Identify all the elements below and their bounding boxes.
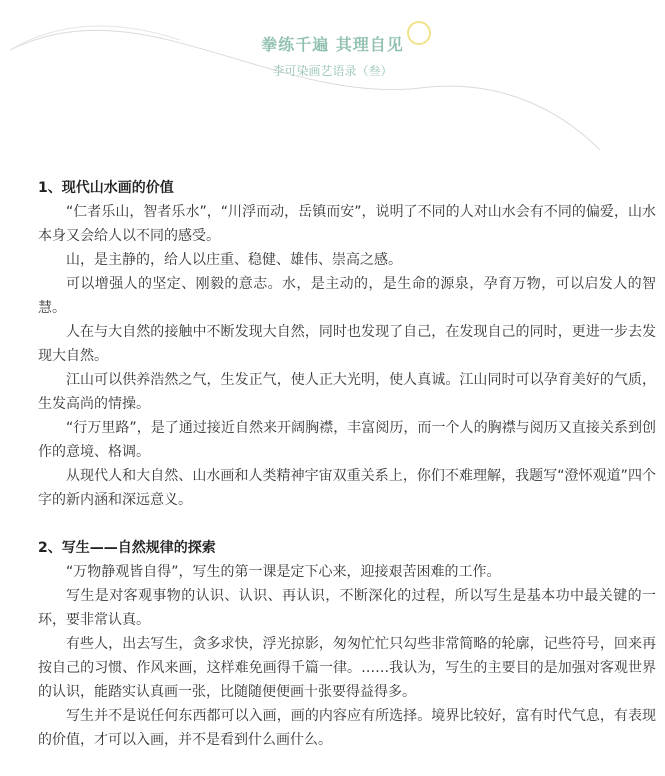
- paragraph: 从现代人和大自然、山水画和人类精神宇宙双重关系上，你们不难理解，我题写“澄怀观道”四个字的新内涵和深远意义。: [38, 468, 656, 508]
- paragraph: 江山可以供养浩然之气，生发正气，使人正大光明，使人真诚。江山同时可以孕育美好的气质，生发高尚的情操。: [38, 372, 656, 412]
- paragraph: 山，是主静的，给人以庄重、稳健、雄伟、崇高之感。: [66, 252, 402, 268]
- page-subtitle: 李可染画艺语录（叁）: [272, 64, 393, 78]
- section-heading: 2、写生——自然规律的探索: [38, 540, 216, 556]
- paragraph: 人在与大自然的接触中不断发现大自然，同时也发现了自己，在发现自己的同时，更进一步去发现大自然。: [38, 324, 656, 364]
- paragraph: 写生是对客观事物的认识、认识、再认识，不断深化的过程，所以写生是基本功中最关键的一环，要非常认真。: [38, 588, 656, 628]
- section-sketching: [38, 536, 656, 752]
- paragraph: “行万里路”，是了通过接近自然来开阔胸襟，丰富阅历，而一个人的胸襟与阅历又直接关系到创作的意境、格调。: [38, 420, 656, 460]
- section-modern-landscape: [38, 176, 656, 512]
- paragraph: 可以增强人的坚定、刚毅的意志。水，是主动的，是生命的源泉，孕育万物，可以启发人的智慧。: [38, 276, 656, 316]
- header-banner: [0, 0, 665, 150]
- paragraph: “万物静观皆自得”，写生的第一课是定下心来，迎接艰苦困难的工作。: [66, 564, 501, 580]
- page-title: 拳练千遍 其理自见: [261, 35, 404, 54]
- article-body: [38, 176, 656, 776]
- paragraph: 写生并不是说任何东西都可以入画，画的内容应有所选择。境界比较好，富有时代气息，有表现的价值，才可以入画，并不是看到什么画什么。: [38, 708, 656, 748]
- paragraph: “仁者乐山，智者乐水”，“川浮而动，岳镇而安”，说明了不同的人对山水会有不同的偏爱，山水本身又会给人以不同的感受。: [38, 204, 656, 244]
- section-heading: 1、现代山水画的价值: [38, 180, 174, 196]
- paragraph: 有些人，出去写生，贪多求快，浮光掠影，匆匆忙忙只勾些非常简略的轮廓，记些符号，回来再按自己的习惯、作风来画，这样难免画得千篇一律。……我认为，写生的主要目的是加强对客观世界的认识，能踏实认真画一张，比随随便便画十张要得益得多。: [38, 636, 656, 700]
